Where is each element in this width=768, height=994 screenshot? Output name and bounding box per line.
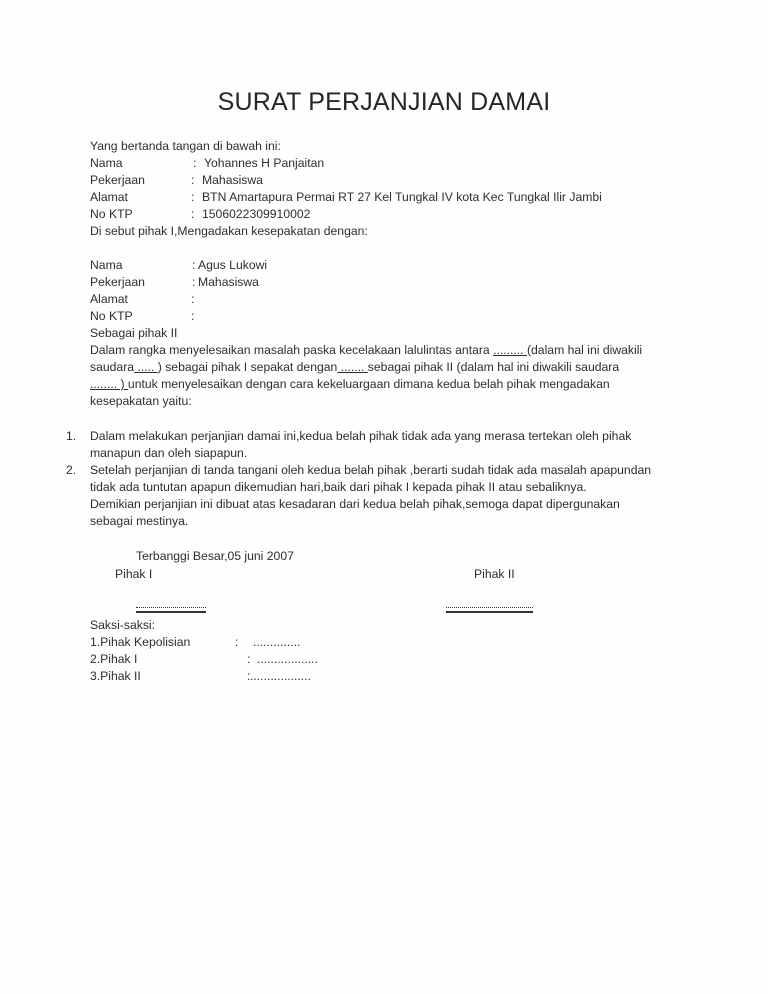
- paragraph-text: saudara: [90, 360, 135, 374]
- paragraph-text: sebagai pihak II (dalam hal ini diwakili saudara: [367, 360, 620, 374]
- party2-pekerjaan-value: Mahasiswa: [198, 275, 259, 289]
- blank-field: .........: [493, 343, 527, 357]
- paragraph-text: untuk menyelesaikan dengan cara kekeluargaan dimana kedua belah pihak mengadakan: [127, 377, 610, 391]
- witness-label: 3.Pihak II: [90, 669, 141, 683]
- party1-alamat-colon: :: [191, 190, 195, 204]
- signature-label-pihak-1: Pihak I: [115, 567, 153, 581]
- list-item-text: manapun dan oleh siapapun.: [90, 446, 248, 460]
- list-item-number: 2.: [66, 463, 77, 477]
- list-item-text: Dalam melakukan perjanjian damai ini,kedua belah pihak tidak ada yang merasa tertekan oleh pihak: [90, 429, 632, 443]
- party2-pekerjaan-label: Pekerjaan: [90, 275, 145, 289]
- paragraph-line-3: [90, 376, 610, 393]
- witness-value: ..............: [253, 635, 301, 649]
- signature-line-pihak-2: [446, 607, 533, 613]
- party2-nama-colon: :: [192, 258, 196, 272]
- paragraph-line-1: [90, 342, 642, 359]
- paragraph-text: Dalam rangka menyelesaikan masalah paska kecelakaan lalulintas antara: [90, 343, 494, 357]
- witness-colon: :: [247, 669, 251, 683]
- witness-label: 2.Pihak I: [90, 652, 138, 666]
- party1-pekerjaan-colon: :: [191, 173, 195, 187]
- paragraph-line-2: [90, 359, 619, 376]
- party2-ktp-label: No KTP: [90, 309, 133, 323]
- witness-colon: :: [247, 652, 251, 666]
- party1-pekerjaan-value: Mahasiswa: [202, 173, 263, 187]
- place-date: Terbanggi Besar,05 juni 2007: [136, 549, 294, 563]
- document-title: SURAT PERJANJIAN DAMAI: [217, 88, 551, 116]
- list-item-number: 1.: [66, 429, 77, 443]
- party1-ktp-label: No KTP: [90, 207, 133, 221]
- party1-pekerjaan-label: Pekerjaan: [90, 173, 145, 187]
- intro-text: Yang bertanda tangan di bawah ini:: [90, 139, 281, 153]
- signature-line-pihak-1: [136, 607, 206, 613]
- list-item-text: Setelah perjanjian di tanda tangani oleh kedua belah pihak ,berarti sudah tidak ada masalah apapundan: [90, 463, 652, 477]
- party1-alamat-label: Alamat: [90, 190, 128, 204]
- party2-nama-label: Nama: [90, 258, 123, 272]
- party2-nama-value: Agus Lukowi: [198, 258, 268, 272]
- paragraph-text: (dalam hal ini diwakili: [526, 343, 643, 357]
- witness-value: ..................: [257, 652, 318, 666]
- closing-text: Demikian perjanjian ini dibuat atas kesadaran dari kedua belah pihak,semoga dapat dipergunakan: [90, 497, 620, 511]
- party2-closing: Sebagai pihak II: [90, 326, 178, 340]
- party1-ktp-value: 1506022309910002: [202, 207, 311, 221]
- party1-closing: Di sebut pihak I,Mengadakan kesepakatan dengan:: [90, 224, 368, 238]
- party1-alamat-value: BTN Amartapura Permai RT 27 Kel Tungkal IV kota Kec Tungkal Ilir Jambi: [202, 190, 602, 204]
- party2-ktp-colon: :: [191, 309, 195, 323]
- party1-nama-value: Yohannes H Panjaitan: [204, 156, 325, 170]
- blank-field: .......: [337, 360, 368, 374]
- paragraph-text: ) sebagai pihak I sepakat dengan: [157, 360, 338, 374]
- blank-field: ........ ): [90, 377, 128, 391]
- list-item-text: tidak ada tuntutan apapun dikemudian hari,baik dari pihak I kepada pihak II atau sebaliknya.: [90, 480, 587, 494]
- closing-text: sebagai mestinya.: [90, 514, 189, 528]
- party1-nama-label: Nama: [90, 156, 123, 170]
- witness-label: 1.Pihak Kepolisian: [90, 635, 191, 649]
- party2-alamat-label: Alamat: [90, 292, 128, 306]
- witness-value: ..................: [250, 669, 311, 683]
- paragraph-line-4: kesepakatan yaitu:: [90, 394, 192, 408]
- party1-ktp-colon: :: [191, 207, 195, 221]
- party2-alamat-colon: :: [191, 292, 195, 306]
- blank-field: .....: [134, 360, 158, 374]
- party1-nama-colon: :: [193, 156, 197, 170]
- witness-colon: :: [235, 635, 239, 649]
- witnesses-heading: Saksi-saksi:: [90, 618, 156, 632]
- signature-label-pihak-2: Pihak II: [474, 567, 515, 581]
- party2-pekerjaan-colon: :: [192, 275, 196, 289]
